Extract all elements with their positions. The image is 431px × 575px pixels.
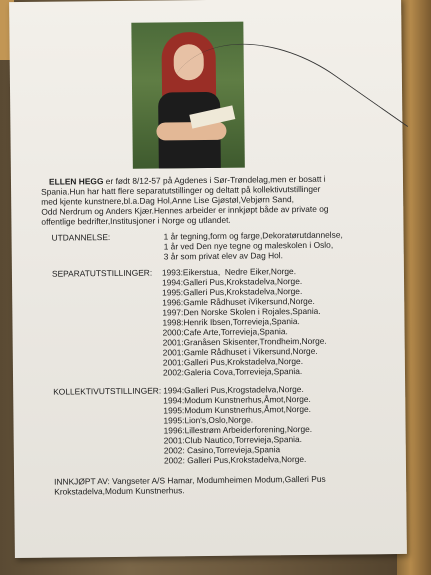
solo-line: 1997:Den Norske Skolen i Rojales,Spania.: [162, 305, 321, 318]
solo-line: 1994:Galleri Pus,Krokstadelva,Norge.: [161, 276, 303, 288]
solo-line: 2001:Gamle Rådhuset i Vikersund,Norge.: [162, 345, 318, 358]
group-line: 1995:Lion's,Oslo,Norge.: [163, 414, 254, 426]
group-line: 2002: Galleri Pus,Krokstadelva,Norge.: [163, 453, 307, 466]
artist-name: ELLEN HEGG: [48, 176, 104, 187]
group-line: 1994:Galleri Pus,Krogstadelva,Norge.: [163, 384, 304, 396]
group-line: 1995:Modum Kunstnerhus,Åmot,Norge.: [163, 403, 312, 416]
intro-line-2: Spania.Hun har hatt flere separatutstillinger og deltatt på kollektivutstillinger: [41, 183, 321, 197]
solo-line: 2001:Galleri Pus,Krokstadelva,Norge.: [162, 356, 304, 368]
group-line: 1996:Lillestrøm Arbeiderforening,Norge.: [163, 423, 313, 436]
purchased-label: INNKJØPT AV:: [54, 476, 110, 487]
solo-label: SEPARATUTSTILLINGER:: [51, 267, 153, 279]
group-line: 1994:Modum Kunstnerhus,Åmot,Norge.: [163, 393, 311, 406]
solo-line: 2001:Granåsen Skisenter,Trondheim,Norge.: [162, 335, 327, 348]
education-label: UTDANNELSE:: [51, 232, 111, 243]
group-line: 2002: Casino,Torrevieja,Spania: [163, 444, 281, 456]
solo-line: 1993:Eikerstua, Nedre Eiker,Norge.: [161, 266, 297, 278]
solo-line: 1995:Galleri Pus,Krokstadelva,Norge.: [162, 286, 303, 298]
solo-line: 2000:Cafe Arte,Torrevieja,Spania.: [162, 326, 288, 338]
intro-line-4: Odd Nerdrum og Anders Kjær.Hennes arbeider er innkjøpt både av private og: [41, 203, 329, 217]
purchased-line-2: Krokstadelva,Modum Kunstnerhus.: [54, 485, 185, 497]
education-line: 3 år som privat elev av Dag Hol.: [163, 250, 283, 262]
purchased-line-1: INNKJØPT AV: Vangseter A/S Hamar, Modumheimen Modum,Galleri Pus: [54, 473, 326, 487]
group-line: 2001:Club Nautico,Torrevieja,Spania.: [163, 434, 303, 446]
solo-line: 2002:Galeria Cova,Torrevieja,Spania.: [162, 366, 303, 378]
group-label: KOLLEKTIVUTSTILLINGER:: [53, 385, 162, 397]
intro-line-5: offentlige bedrifter,Institusjoner i Norge og utlandet.: [41, 214, 231, 227]
intro-line-1: ELLEN HEGG er født 8/12-57 på Agdenes i Sør-Trøndelag,men er bosatt i: [48, 173, 326, 187]
intro-line-3: med kjente kunstnere,bl.a.Dag Hol,Anne Lise Gjøstøl,Vebjørn Sand,: [41, 194, 295, 207]
solo-line: 1998:Henrik Ibsen,Torrevieja,Spania.: [162, 316, 300, 328]
education-line: 1 år ved Den nye tegne og maleskolen i Oslo,: [163, 239, 334, 252]
solo-line: 1996:Gamle Rådhuset iVikersund,Norge.: [162, 295, 315, 308]
education-line: 1 år tegning,form og farge,Dekoratørutdannelse,: [163, 229, 343, 242]
